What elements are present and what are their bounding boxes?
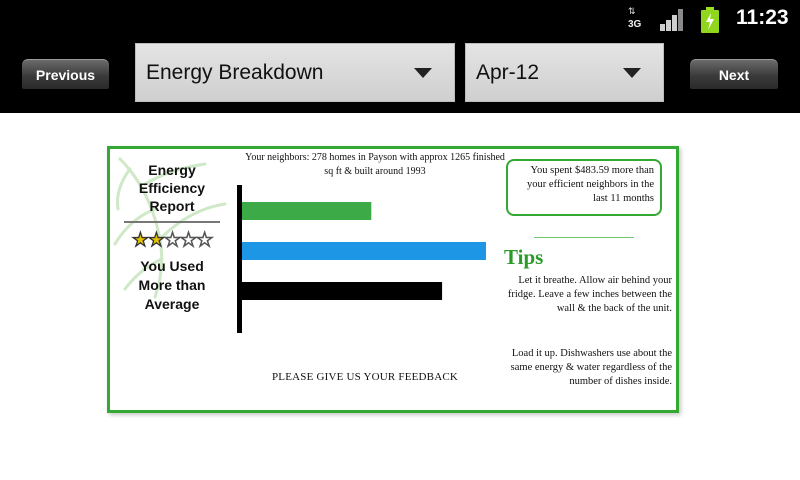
action-bar: [0, 38, 800, 113]
tips-heading: Tips: [504, 245, 544, 269]
cell-signal-icon: [660, 9, 686, 31]
energy-report-card: [107, 146, 679, 413]
previous-button[interactable]: Previous: [22, 59, 109, 89]
star-empty-icon: ★: [180, 230, 197, 251]
rating-stars: [122, 231, 222, 251]
status-bar: [0, 0, 800, 38]
next-button[interactable]: Next: [690, 59, 778, 89]
status-clock: 11:23: [736, 6, 789, 29]
tip-text: Load it up. Dishwashers use about the same energy & water regardless of the number of dishes inside.: [510, 348, 672, 387]
network-type-label: 3G: [628, 19, 642, 30]
energy-comparison-chart: [236, 183, 490, 335]
chart-bar: [242, 202, 371, 220]
chart-bar: [242, 282, 442, 300]
star-filled-icon: ★: [147, 230, 164, 251]
chart-bar: [242, 242, 486, 260]
month-dropdown[interactable]: [465, 43, 664, 102]
divider: [124, 221, 220, 223]
divider: [534, 237, 634, 238]
tip-text: Let it breathe. Allow air behind your fridge. Leave a few inches between the wall & the back of the unit.: [507, 275, 672, 314]
report-type-dropdown[interactable]: [135, 43, 455, 102]
report-type-value: Energy Breakdown: [146, 61, 324, 84]
neighbors-description: Your neighbors: 278 homes in Payson with approx 1265 finished sq ft & built around 1993: [245, 152, 505, 177]
dropdown-arrow-icon: [414, 68, 432, 78]
star-empty-icon: ★: [163, 230, 181, 251]
month-value: Apr-12: [476, 61, 540, 84]
feedback-link[interactable]: PLEASE GIVE US YOUR FEEDBACK: [271, 371, 459, 383]
battery-charging-icon: [700, 7, 720, 33]
spent-callout: You spent $483.59 more than your efficient neighbors in the last 11 months: [506, 159, 662, 216]
star-filled-icon: ★: [131, 230, 148, 251]
data-transfer-icon: ⇅ 3G: [628, 7, 642, 30]
report-title: Energy Efficiency Report: [138, 162, 206, 214]
usage-verdict: You Used More than Average: [138, 258, 206, 312]
dropdown-arrow-icon: [623, 68, 641, 78]
star-empty-icon: ★: [196, 230, 213, 251]
efficiency-summary: [122, 161, 222, 314]
chart-axis: [237, 185, 242, 333]
